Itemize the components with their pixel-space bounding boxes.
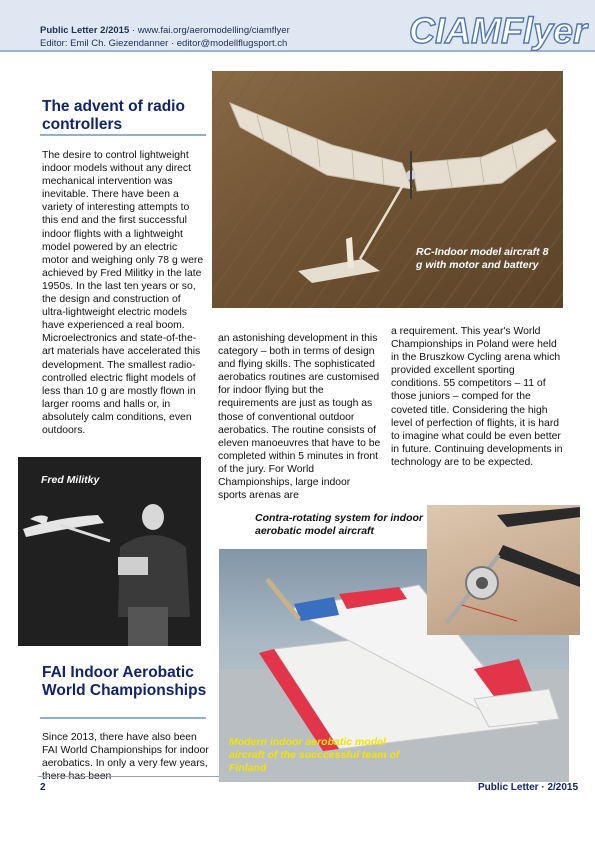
section1-rule — [40, 134, 206, 136]
militky-photo — [18, 457, 201, 646]
column3-text: a requirement. This year's World Championships in Poland were held in the Bruszkow Cycling arena which provided excellent sporting conditions. 55 competitors – 11 of those juniors – comped for the coveted title. Considering the high level of perfection of flights, it is hard to imagine what could be even better in future. Continuing developments in technology are to be expected. — [391, 326, 563, 468]
page-number: 2 — [40, 782, 46, 793]
contra-rotating-photo — [427, 505, 580, 635]
header-url[interactable]: www.fai.org/aeromodelling/ciamflyer — [137, 25, 290, 36]
section2-text: Since 2013, there have also been FAI World Championships for indoor aerobatics. In only a very few years, — [42, 732, 209, 770]
contra-caption: Contra-rotating system for indoor aerobatic model aircraft — [255, 512, 424, 537]
header-separator: · — [129, 25, 138, 36]
logo-text: CIAMFlyer — [408, 10, 587, 51]
footer-rule — [38, 776, 219, 777]
rc-model-caption: RC-Indoor model aircraft 8 g with motor and battery — [416, 246, 549, 271]
militky-caption: Fred Militky — [41, 474, 100, 486]
section1-text: The desire to control lightweight indoor models without any direct mechanical intervention was inevitable. There have been a variety of interesting attempts to this end and the first successful indoor flights with a lightweight model powered by an electric motor and weighing only 78 g were achieved by Fred Militky in the late 1950s. In the last ten years or so, the design and construction of ultra-lightweight electric models have experienced a real boom. Microelectronics and state-of-the-art materials have accelerated this development. The smallest radio-controlled electric flight models of less than 10 g are mostly flown in larger rooms and halls or, in absolutely calm conditions, even outdoors. — [42, 150, 204, 436]
section1-heading: The advent of radio controllers — [42, 98, 185, 133]
section2-rule — [40, 717, 206, 719]
rc-model-photo — [212, 71, 563, 308]
column2-text: an astonishing development in this category – both in terms of design and flying skills. The sophisticated aerobatics routines are customised for indoor flying but the requirements are just as tough as those of conventional outdoor aerobatics. The routine consists of eleven manoeuvres that have to be completed within 5 minutes in front of the jury. For World Championships, large indoor sports arenas are — [218, 333, 381, 502]
header-issue: Public Letter 2/2015 — [40, 25, 130, 36]
ciamflyer-logo — [384, 7, 589, 51]
page-header — [0, 0, 595, 52]
footer-issue: Public Letter · 2/2015 — [478, 782, 579, 793]
header-editor: Editor: Emil Ch. Giezendanner · editor@modellflugsport.ch — [40, 38, 288, 49]
finland-caption: Modern indoor aerobatic model aircraft of the succcessful team of Finland — [229, 736, 400, 774]
contra-illustration — [427, 505, 580, 635]
section2-heading: FAI Indoor Aerobatic World Championships — [42, 664, 207, 699]
rc-model-illustration — [212, 71, 563, 308]
header-issue-line — [40, 25, 290, 36]
